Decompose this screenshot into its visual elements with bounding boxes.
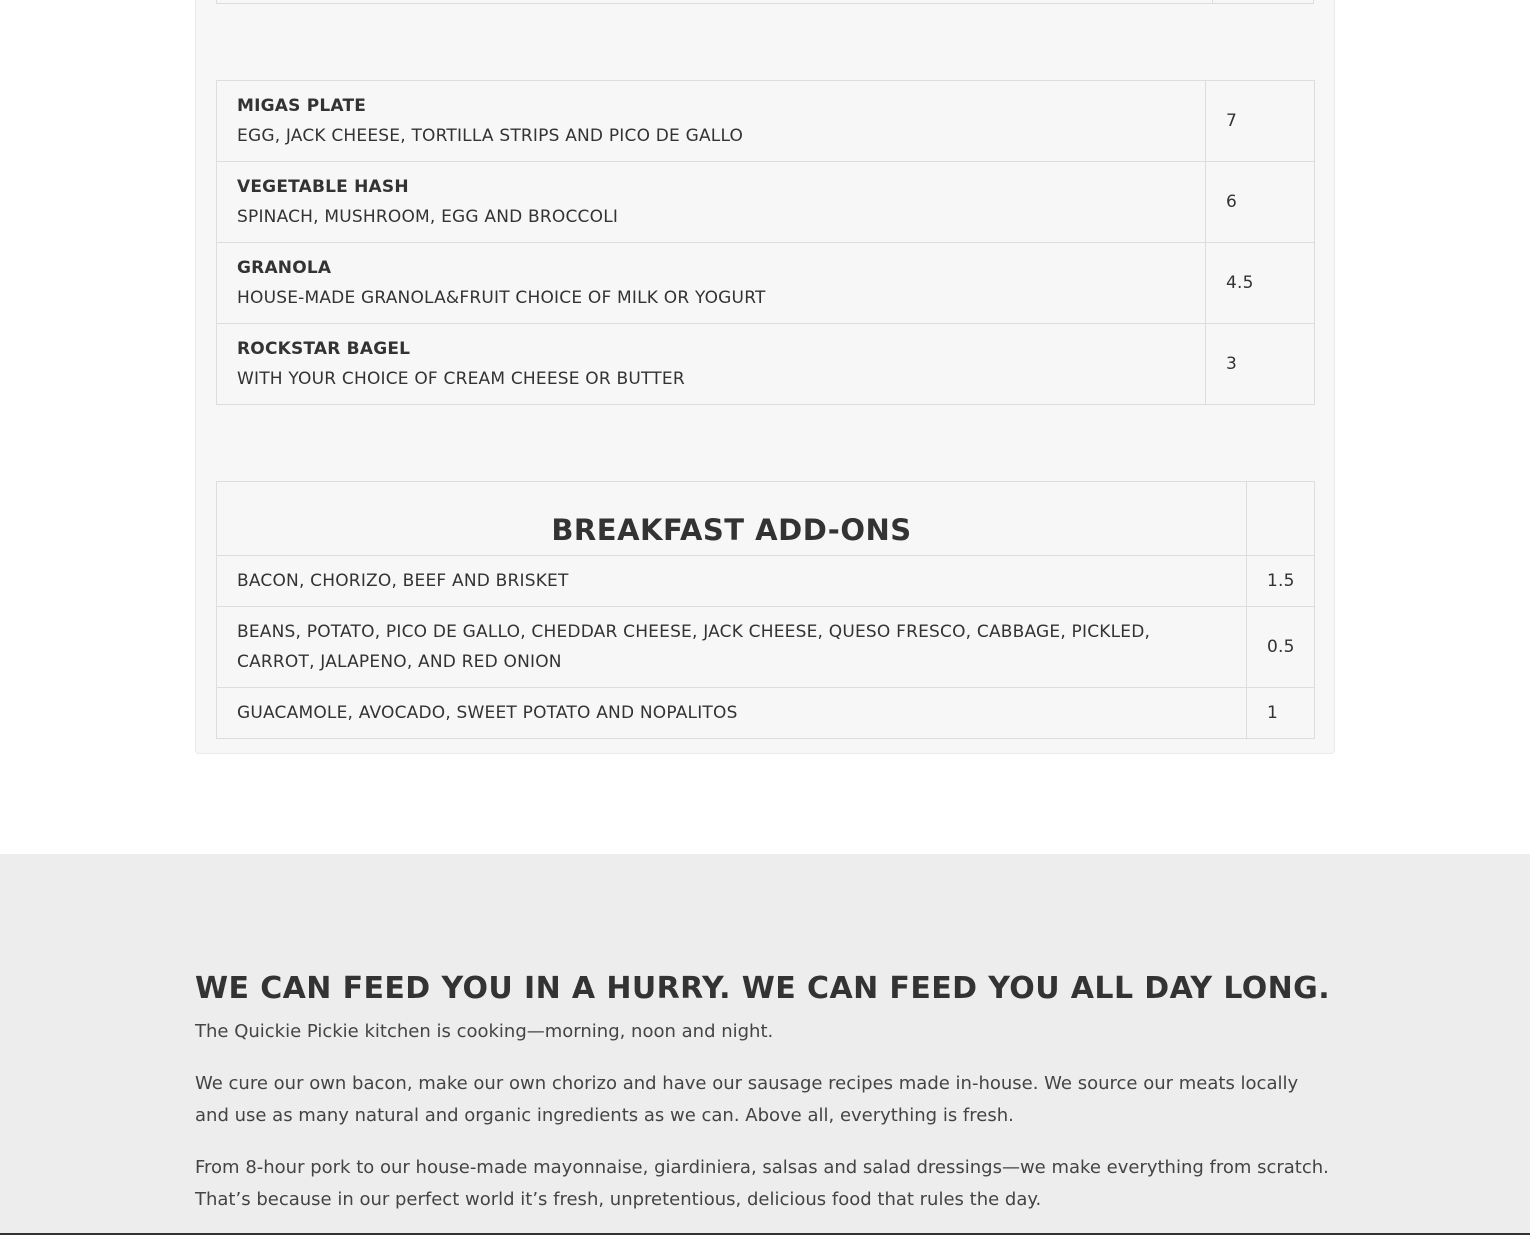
table-row (217, 81, 1315, 162)
addon-label: GUACAMOLE, AVOCADO, SWEET POTATO AND NOPALITOS (217, 688, 1247, 739)
item-description: EGG, JACK CHEESE, TORTILLA STRIPS AND PICO DE GALLO (237, 126, 744, 146)
table-row (217, 324, 1315, 405)
item-price: 3 (1206, 324, 1315, 405)
item-title: ROCKSTAR BAGEL (237, 339, 411, 359)
about-heading: WE CAN FEED YOU IN A HURRY. WE CAN FEED YOU ALL DAY LONG. (195, 971, 1330, 1006)
about-section (0, 854, 1530, 1235)
breakfast-addons-table (216, 481, 1315, 739)
breakfast-items-table (216, 80, 1315, 405)
item-name-cell (217, 324, 1206, 405)
item-description: HOUSE-MADE GRANOLA&FRUIT CHOICE OF MILK OR YOGURT (237, 288, 766, 308)
about-paragraph: The Quickie Pickie kitchen is cooking—morning, noon and night. (195, 1021, 774, 1042)
addon-price: 0.5 (1247, 607, 1315, 688)
item-price: 6 (1206, 162, 1315, 243)
item-title: VEGETABLE HASH (237, 177, 409, 197)
item-description: WITH YOUR CHOICE OF CREAM CHEESE OR BUTTER (237, 369, 685, 389)
table-row (217, 607, 1315, 688)
addon-label: BACON, CHORIZO, BEEF AND BRISKET (217, 556, 1247, 607)
item-title: MIGAS PLATE (237, 96, 367, 116)
item-name-cell (217, 243, 1206, 324)
addon-price: 1.5 (1247, 556, 1315, 607)
about-paragraph: From 8-hour pork to our house-made mayonnaise, giardiniera, salsas and salad dressings—we make everything from scratch. That’s because in our perfect world it’s fresh, unpretentious, delicious food that rules the day. (195, 1157, 1329, 1210)
item-description: SPINACH, MUSHROOM, EGG AND BROCCOLI (237, 207, 619, 227)
table-row (217, 243, 1315, 324)
previous-menu-table-edge (216, 0, 1314, 4)
table-row (217, 556, 1315, 607)
table-header-row (217, 482, 1315, 556)
item-name-cell (217, 81, 1206, 162)
addon-price: 1 (1247, 688, 1315, 739)
addons-header-empty-cell (1247, 482, 1315, 556)
item-price: 4.5 (1206, 243, 1315, 324)
addon-label: BEANS, POTATO, PICO DE GALLO, CHEDDAR CHEESE, JACK CHEESE, QUESO FRESCO, CABBAGE, PICKLED, CARROT, JALAPENO, AND RED ONION (217, 607, 1247, 688)
addons-title: BREAKFAST ADD-ONS (217, 482, 1247, 556)
item-name-cell (217, 162, 1206, 243)
table-row (217, 688, 1315, 739)
item-price: 7 (1206, 81, 1315, 162)
about-paragraph: We cure our own bacon, make our own chorizo and have our sausage recipes made in-house. We source our meats locally and use as many natural and organic ingredients as we can. Above all, everything is fresh. (195, 1073, 1299, 1126)
item-title: GRANOLA (237, 258, 332, 278)
table-row (217, 162, 1315, 243)
